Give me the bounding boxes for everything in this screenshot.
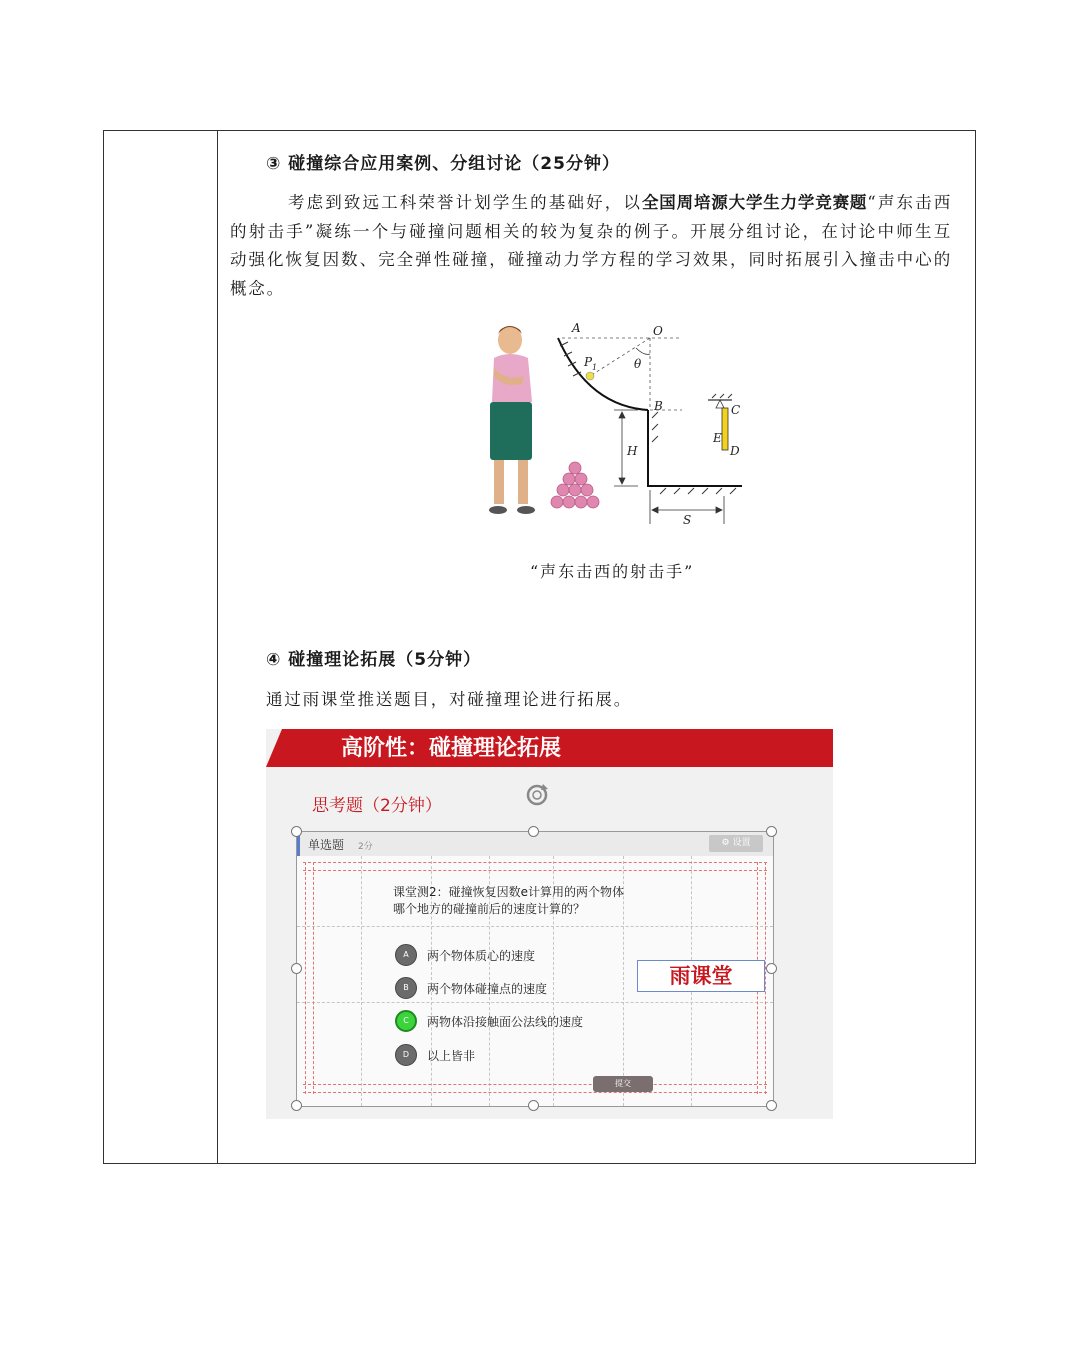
pendulum-rod	[722, 408, 728, 450]
figure-caption: “声东击西的射击手”	[530, 562, 695, 581]
boy-illustration	[489, 326, 535, 514]
guide-line	[313, 862, 314, 1094]
question-line-2: 哪个地方的碰撞前后的速度计算的？	[393, 902, 586, 916]
label-c: C	[731, 403, 741, 417]
option-c-text: 两物体沿接触面公法线的速度	[427, 1015, 584, 1029]
option-b-text: 两个物体碰撞点的速度	[427, 982, 548, 996]
label-p: P	[584, 355, 593, 369]
para-text-end: “声东击西的射击手”凝练一个与碰撞问题相关的较为复杂的例子。开展分组讨论，在讨论中师生互动强化恢复因数、完全弹性碰撞，碰撞动力学方程的学习效果，同时拓展引入撞击中心的概念。	[230, 193, 953, 298]
slide-screenshot	[266, 729, 833, 1119]
question-text	[393, 884, 624, 918]
resize-handle[interactable]	[291, 963, 302, 974]
slide-title: 高阶性：碰撞理论拓展	[341, 736, 562, 761]
label-e: E	[713, 431, 722, 445]
rotate-handle-icon[interactable]	[523, 781, 551, 809]
resize-handle[interactable]	[291, 826, 302, 837]
section3-paragraph	[230, 189, 952, 303]
section3-heading: ③ 碰撞综合应用案例、分组讨论（25分钟）	[266, 154, 620, 174]
label-theta: θ	[634, 357, 642, 371]
guide-line	[303, 862, 767, 863]
option-b-radio[interactable]: B	[395, 977, 417, 999]
section4-heading: ④ 碰撞理论拓展（5分钟）	[266, 650, 482, 670]
option-a-text: 两个物体质心的速度	[427, 949, 536, 963]
header-angle	[266, 729, 282, 767]
question-frame[interactable]	[296, 831, 774, 1107]
ball-pyramid	[551, 462, 599, 508]
resize-handle[interactable]	[528, 1100, 539, 1111]
label-h: H	[627, 444, 638, 458]
guide-line	[765, 862, 766, 1094]
guide-line	[305, 862, 306, 1094]
para-text-start: 考虑到致远工科荣誉计划学生的基础好，以	[288, 193, 642, 212]
option-d-text: 以上皆非	[427, 1049, 476, 1063]
rain-classroom-logo: 雨课堂	[637, 960, 765, 992]
think-label: 思考题（2分钟）	[312, 796, 442, 816]
label-d: D	[730, 444, 740, 458]
physics-figure	[476, 318, 748, 530]
resize-handle[interactable]	[528, 826, 539, 837]
collision-diagram	[476, 318, 748, 530]
label-p-sub: 1	[592, 363, 598, 372]
resize-handle[interactable]	[766, 1100, 777, 1111]
option-d-radio[interactable]: D	[395, 1044, 417, 1066]
resize-handle[interactable]	[766, 963, 777, 974]
resize-handle[interactable]	[291, 1100, 302, 1111]
grid-line	[297, 1002, 773, 1003]
guide-line	[303, 1092, 767, 1093]
option-c-radio[interactable]: C	[395, 1010, 417, 1032]
guide-line	[303, 1084, 767, 1085]
question-type: 单选题	[308, 838, 345, 852]
option-a-radio[interactable]: A	[395, 944, 417, 966]
para-bold-text: 全国周培源大学生力学竞赛题	[641, 193, 868, 212]
label-o: O	[653, 324, 663, 338]
grid-line	[297, 926, 773, 927]
question-score: 2分	[358, 842, 373, 852]
label-a: A	[572, 321, 581, 335]
question-line-1: 课堂测2：碰撞恢复因数e计算用的两个物体	[393, 885, 625, 899]
table-left-column	[104, 131, 218, 1163]
resize-handle[interactable]	[766, 826, 777, 837]
section4-paragraph: 通过雨课堂推送题目，对碰撞理论进行拓展。	[266, 690, 632, 709]
label-s: S	[683, 513, 692, 527]
label-b: B	[654, 399, 663, 413]
guide-line	[303, 870, 767, 871]
submit-button[interactable]: 提交	[593, 1076, 653, 1092]
grid-line	[361, 856, 362, 1106]
settings-button[interactable]: ⚙ 设置	[709, 835, 763, 852]
ball-p1	[586, 372, 594, 380]
